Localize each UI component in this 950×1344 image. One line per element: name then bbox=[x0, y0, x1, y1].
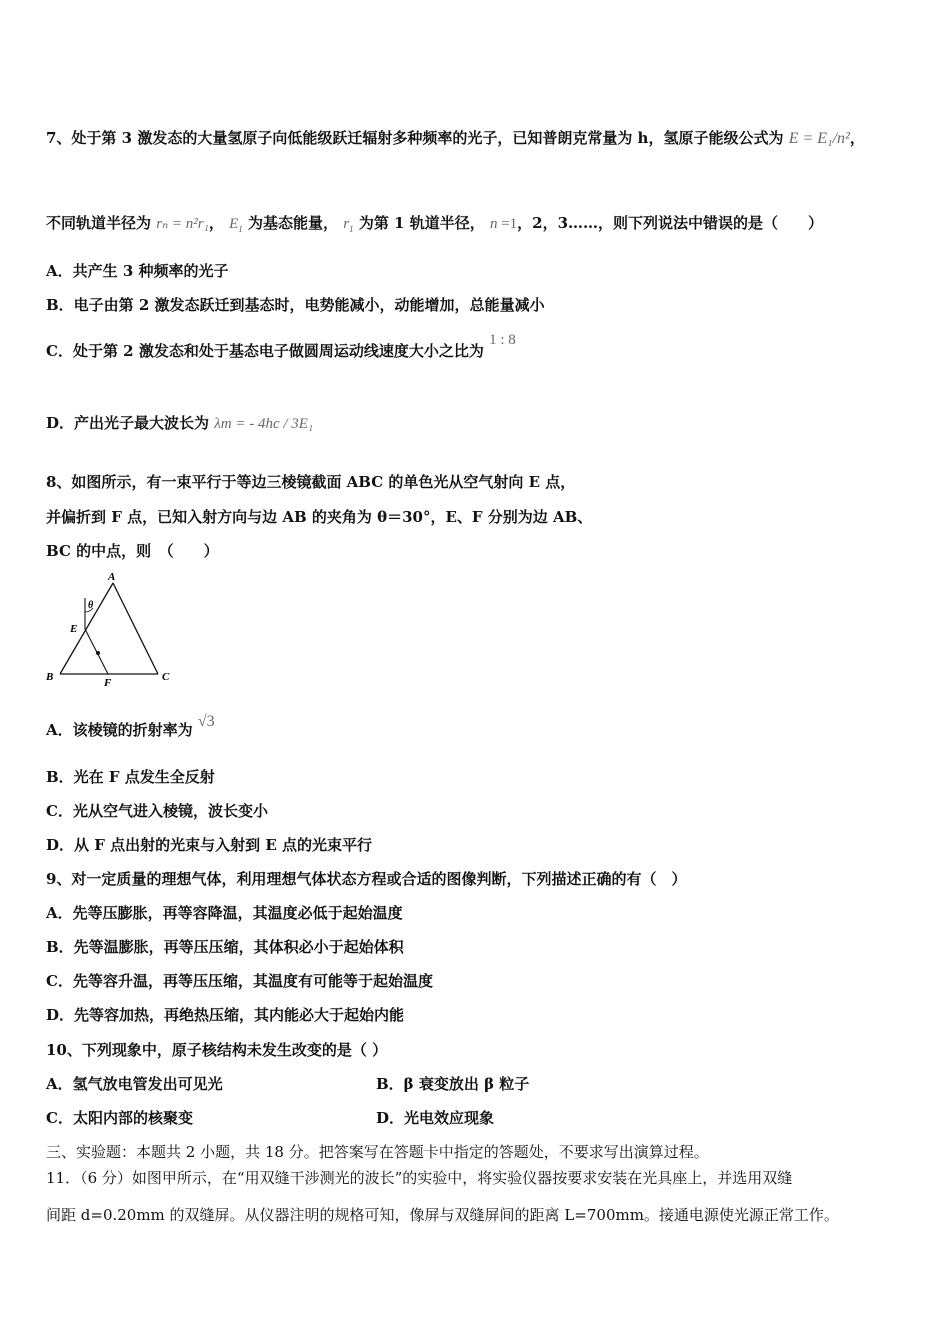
q11-line2: 间距 d=0.20mm 的双缝屏。从仪器注明的规格可知，像屏与双缝屏间的距离 L=700mm。接通电源使光源正常工作。 bbox=[46, 1206, 839, 1224]
q10-option-c: C．太阳内部的核聚变 bbox=[46, 1109, 193, 1127]
q7-wavelength-formula: λm = - 4hc / 3E₁ bbox=[214, 416, 314, 432]
q7-line2-text-c: 为第 1 轨道半径， bbox=[358, 214, 485, 232]
q7-stem-text: 7、处于第 3 激发态的大量氢原子向低能级跃迁辐射多种频率的光子，已知普朗克常量为 h，氢原子能级公式为 bbox=[46, 129, 784, 147]
q7-line2: 不同轨道半径为 rₙ = n²r₁， $E_1$ 为基态能量， $r_1$ 为第 1 轨道半径， n =1，2，3……，则下列说法中错误的是（ ） bbox=[46, 214, 824, 234]
prism-side-ac bbox=[113, 583, 158, 674]
q9-option-b: B．先等温膨胀，再等压压缩，其体积必小于起始体积 bbox=[46, 938, 404, 956]
label-c: C bbox=[162, 671, 170, 683]
q11-line1: 11．（6 分）如图甲所示，在“用双缝干涉测光的波长”的实验中，将实验仪器按要求安装在光具座上，并选用双缝 bbox=[46, 1169, 793, 1187]
label-a: A bbox=[108, 571, 116, 583]
q7-option-c-text: C．处于第 2 激发态和处于基态电子做圆周运动线速度大小之比为 bbox=[46, 342, 484, 360]
label-e: E bbox=[70, 623, 78, 635]
q7-line2-text-d: ，2，3……，则下列说法中错误的是（ ） bbox=[517, 214, 824, 232]
q7-option-d-text: D．产出光子最大波长为 bbox=[46, 414, 210, 432]
refracted-ray bbox=[85, 629, 108, 674]
q8-option-b: B．光在 F 点发生全反射 bbox=[46, 768, 215, 786]
ray-arrow-dot bbox=[96, 651, 100, 655]
label-b: B bbox=[46, 671, 54, 683]
q9-stem: 9、对一定质量的理想气体，利用理想气体状态方程或合适的图像判断，下列描述正确的有（ ） bbox=[46, 870, 687, 888]
section3-heading: 三、实验题：本题共 2 小题，共 18 分。把答案写在答题卡中指定的答题处，不要求写出演算过程。 bbox=[46, 1143, 709, 1161]
q7-line1: 7、处于第 3 激发态的大量氢原子向低能级跃迁辐射多种频率的光子，已知普朗克常量为 h，氢原子能级公式为 E = E₁/n²， bbox=[46, 129, 865, 147]
prism-side-ab bbox=[60, 583, 113, 674]
label-theta: θ bbox=[88, 600, 94, 611]
q8-option-a-value: √3 bbox=[197, 713, 215, 730]
q8-option-c: C．光从空气进入棱镜，波长变小 bbox=[46, 802, 268, 820]
label-f: F bbox=[104, 677, 112, 689]
q10-stem: 10、下列现象中，原子核结构未发生改变的是（ ） bbox=[46, 1041, 388, 1059]
q7-radius-formula: rₙ = n²r₁ bbox=[156, 216, 209, 232]
q7-line2-text-b: 为基态能量， bbox=[247, 214, 338, 232]
q7-option-c bbox=[46, 332, 516, 362]
q9-option-a: A．先等压膨胀，再等容降温，其温度必低于起始温度 bbox=[46, 904, 403, 922]
q8-option-a bbox=[46, 713, 215, 741]
q8-line3: BC 的中点，则 （ ） bbox=[46, 542, 219, 560]
q8-option-d: D．从 F 点出射的光束与入射到 E 点的光束平行 bbox=[46, 836, 372, 854]
q8-option-a-text: A．该棱镜的折射率为 bbox=[46, 721, 193, 739]
q9-option-c: C．先等容升温，再等压压缩，其温度有可能等于起始温度 bbox=[46, 972, 433, 990]
q10-option-b: B．β 衰变放出 β 粒子 bbox=[376, 1075, 530, 1093]
q10-option-d: D．光电效应现象 bbox=[376, 1109, 495, 1127]
q8-line1: 8、如图所示，有一束平行于等边三棱镜截面 ABC 的单色光从空气射向 E 点， bbox=[46, 473, 576, 491]
q10-option-a: A．氢气放电管发出可见光 bbox=[46, 1075, 223, 1093]
q7-line2-text-a: 不同轨道半径为 bbox=[46, 214, 152, 232]
q9-option-d: D．先等容加热，再绝热压缩，其内能必大于起始内能 bbox=[46, 1006, 405, 1024]
prism-figure bbox=[40, 568, 180, 690]
q7-energy-formula: E = E₁/n² bbox=[788, 130, 850, 147]
q8-line2: 并偏折到 F 点，已知入射方向与边 AB 的夹角为 θ＝30°，E、F 分别为边 AB、 bbox=[46, 508, 593, 526]
q7-option-c-ratio: 1 : 8 bbox=[489, 332, 516, 348]
q7-option-b: B．电子由第 2 激发态跃迁到基态时，电势能减小，动能增加，总能量减小 bbox=[46, 296, 545, 314]
q7-option-d bbox=[46, 413, 313, 434]
q7-option-a: A．共产生 3 种频率的光子 bbox=[46, 262, 229, 280]
